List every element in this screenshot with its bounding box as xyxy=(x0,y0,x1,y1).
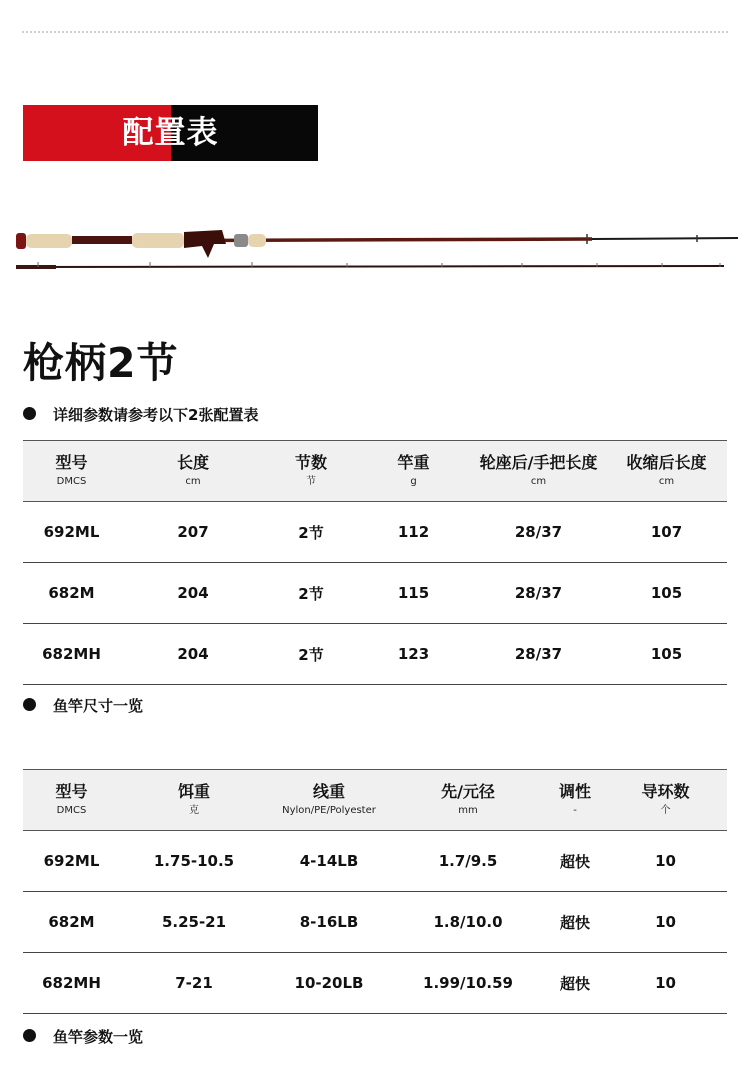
cell-action: 超快 xyxy=(546,892,604,953)
cell-model: 682MH xyxy=(23,953,120,1014)
cell-model: 692ML xyxy=(23,502,120,563)
header-length: 长度 cm xyxy=(120,441,266,502)
header-lure-weight: 饵重 克 xyxy=(120,770,268,831)
cell-guide-count: 10 xyxy=(604,892,727,953)
note-detail-text: 详细参数请参考以下2张配置表 xyxy=(53,406,259,424)
header-action: 调性 - xyxy=(546,770,604,831)
cell-handle-length: 28/37 xyxy=(471,563,606,624)
header-handle-length: 轮座后/手把长度 cm xyxy=(471,441,606,502)
bullet-icon xyxy=(23,1029,36,1042)
cell-guide-count: 10 xyxy=(604,831,727,892)
cell-sections: 2节 xyxy=(266,624,356,685)
table-row xyxy=(23,502,727,563)
bullet-icon xyxy=(23,407,36,420)
header-guide-count: 导环数 个 xyxy=(604,770,727,831)
cell-lure-weight: 7-21 xyxy=(120,953,268,1014)
params-table xyxy=(23,769,727,1014)
cell-handle-length: 28/37 xyxy=(471,502,606,563)
header-closed-length: 收缩后长度 cm xyxy=(606,441,727,502)
cell-line-weight: 4-14LB xyxy=(268,831,390,892)
cell-line-weight: 8-16LB xyxy=(268,892,390,953)
header-sections: 节数 节 xyxy=(266,441,356,502)
table-row xyxy=(23,953,727,1014)
fishing-rod-image xyxy=(12,222,738,278)
cell-guide-count: 10 xyxy=(604,953,727,1014)
cell-closed-length: 107 xyxy=(606,502,727,563)
cell-length: 204 xyxy=(120,624,266,685)
cell-closed-length: 105 xyxy=(606,563,727,624)
cell-model: 682MH xyxy=(23,624,120,685)
cell-action: 超快 xyxy=(546,831,604,892)
top-dotted-divider xyxy=(22,31,728,33)
table-row xyxy=(23,892,727,953)
header-diameter: 先/元径 mm xyxy=(390,770,546,831)
cell-handle-length: 28/37 xyxy=(471,624,606,685)
banner-title: 配置表 xyxy=(122,115,219,151)
cell-diameter: 1.8/10.0 xyxy=(390,892,546,953)
header-weight: 竿重 g xyxy=(356,441,471,502)
table-row xyxy=(23,563,727,624)
table-header-row xyxy=(23,441,727,502)
note-detail xyxy=(23,404,258,426)
cell-model: 692ML xyxy=(23,831,120,892)
header-model: 型号 DMCS xyxy=(23,441,120,502)
header-model: 型号 DMCS xyxy=(23,770,120,831)
cell-sections: 2节 xyxy=(266,563,356,624)
cell-closed-length: 105 xyxy=(606,624,727,685)
table-row xyxy=(23,624,727,685)
header-line-weight: 线重 Nylon/PE/Polyester xyxy=(268,770,390,831)
table-row xyxy=(23,831,727,892)
cell-lure-weight: 5.25-21 xyxy=(120,892,268,953)
cell-lure-weight: 1.75-10.5 xyxy=(120,831,268,892)
note-size xyxy=(23,695,143,717)
series-title: 枪柄2节 xyxy=(23,339,179,387)
config-banner xyxy=(23,105,318,161)
cell-model: 682M xyxy=(23,892,120,953)
cell-length: 204 xyxy=(120,563,266,624)
note-params xyxy=(23,1026,143,1048)
cell-sections: 2节 xyxy=(266,502,356,563)
bullet-icon xyxy=(23,698,36,711)
cell-line-weight: 10-20LB xyxy=(268,953,390,1014)
note-params-text: 鱼竿参数一览 xyxy=(53,1028,144,1046)
cell-weight: 115 xyxy=(356,563,471,624)
size-table xyxy=(23,440,727,685)
cell-model: 682M xyxy=(23,563,120,624)
note-size-text: 鱼竿尺寸一览 xyxy=(53,697,144,715)
cell-diameter: 1.7/9.5 xyxy=(390,831,546,892)
cell-diameter: 1.99/10.59 xyxy=(390,953,546,1014)
cell-length: 207 xyxy=(120,502,266,563)
cell-action: 超快 xyxy=(546,953,604,1014)
cell-weight: 123 xyxy=(356,624,471,685)
cell-weight: 112 xyxy=(356,502,471,563)
table-header-row xyxy=(23,770,727,831)
